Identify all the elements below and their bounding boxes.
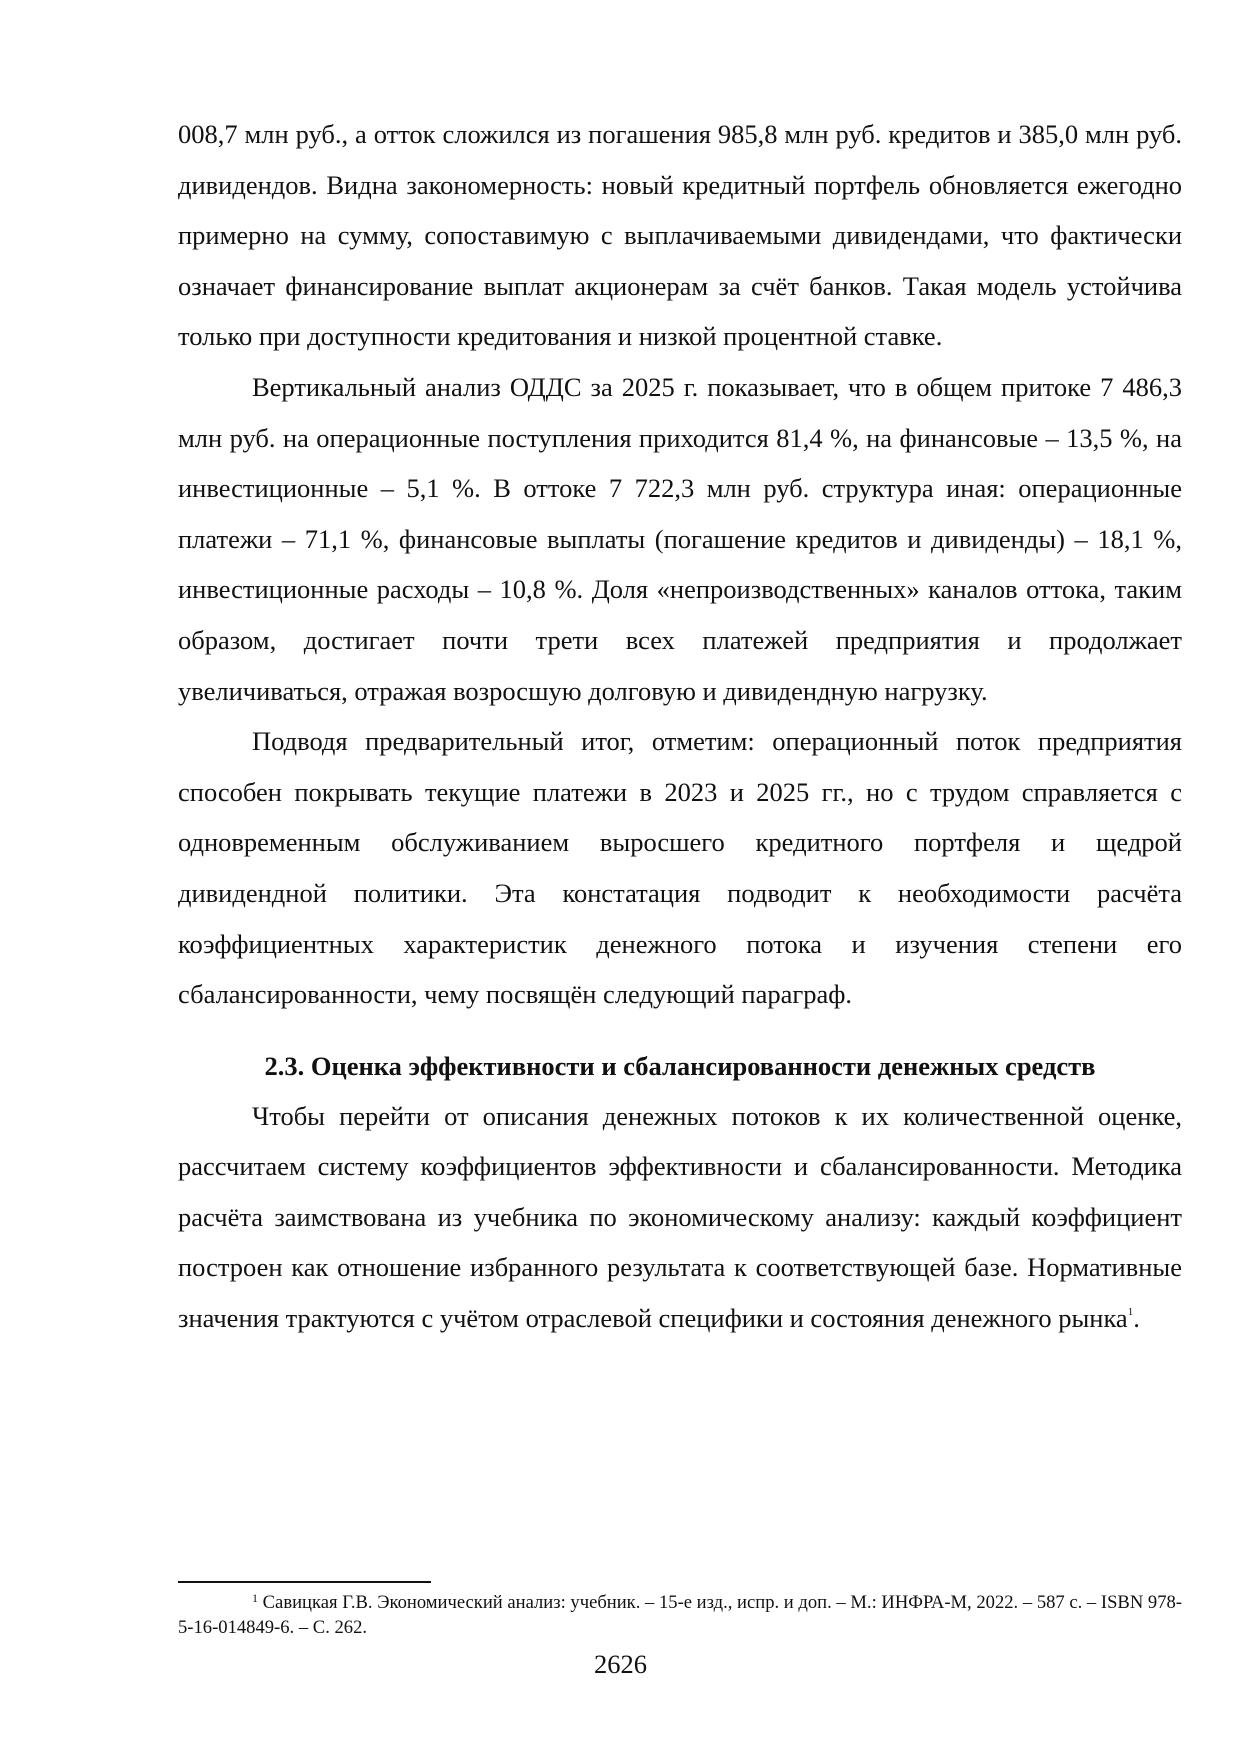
paragraph-vertical-analysis: Вертикальный анализ ОДДС за 2025 г. показывает, что в общем притоке 7 486,3 млн руб. на операционные поступления приходится 81,4 %, на финансовые – 13,5 %, на инвестиционные – 5,1 %. В оттоке 7 722,3 млн руб. структура иная: операционные платежи – 71,1 %, финансовые выплаты (погашение кредитов и дивиденды) – 18,1 %, инвестиционные расходы – 10,8 %. Доля «непроизводственных» каналов оттока, таким образом, достигает почти трети всех платежей предприятия и продолжает увеличиваться, отражая возросшую долговую и дивидендную нагрузку. bbox=[178, 371, 1182, 706]
paragraph-continuation: 008,7 млн руб., а отток сложился из погашения 985,8 млн руб. кредитов и 385,0 млн руб. дивидендов. Видна закономерность: новый кредитный портфель обновляется ежегодно примерно на сумму, сопоставимую с выплачиваемыми дивидендами, что фактически означает финансирование выплат акционерам за счёт банков. Такая модель устойчива только при доступности кредитования и низкой процентной ставке. bbox=[178, 119, 1182, 352]
footnote bbox=[178, 1590, 1182, 1640]
paragraph-section-intro bbox=[178, 1091, 1182, 1344]
footnote-divider bbox=[178, 1581, 431, 1583]
footnote-reference[interactable]: 1 bbox=[1127, 1306, 1134, 1319]
footnote-marker: 1 bbox=[252, 1591, 258, 1605]
section-paragraph-end: . bbox=[1133, 1303, 1140, 1334]
section-heading: 2.3. Оценка эффективности и сбалансированности денежных средств bbox=[264, 1050, 1096, 1081]
paragraph-preliminary-summary: Подводя предварительный итог, отметим: операционный поток предприятия способен покрывать текущие платежи в 2023 и 2025 гг., но с трудом справляется с одновременным обслуживанием выросшего кредитного портфеля и щедрой дивидендной политики. Эта констатация подводит к необходимости расчёта коэффициентных характеристик денежного потока и изучения степени его сбалансированности, чему посвящён следующий параграф. bbox=[178, 726, 1182, 1010]
page-number: 2626 bbox=[594, 1649, 647, 1679]
page-body bbox=[178, 109, 1182, 1344]
footnote-text: Савицкая Г.В. Экономический анализ: учебник. – 15-е изд., испр. и доп. – М.: ИНФРА-М, 2022. – 587 с. – ISBN 978-5-16-014849-6. – С. 262. bbox=[178, 1592, 1182, 1638]
section-paragraph-text: Чтобы перейти от описания денежных потоков к их количественной оценке, рассчитаем систему коэффициентов эффективности и сбалансированности. Методика расчёта заимствована из учебника по экономическому анализу: каждый коэффициент построен как отношение избранного результата к соответствующей базе. Нормативные значения трактуются с учётом отраслевой специфики и состояния денежного рынка bbox=[178, 1100, 1182, 1334]
